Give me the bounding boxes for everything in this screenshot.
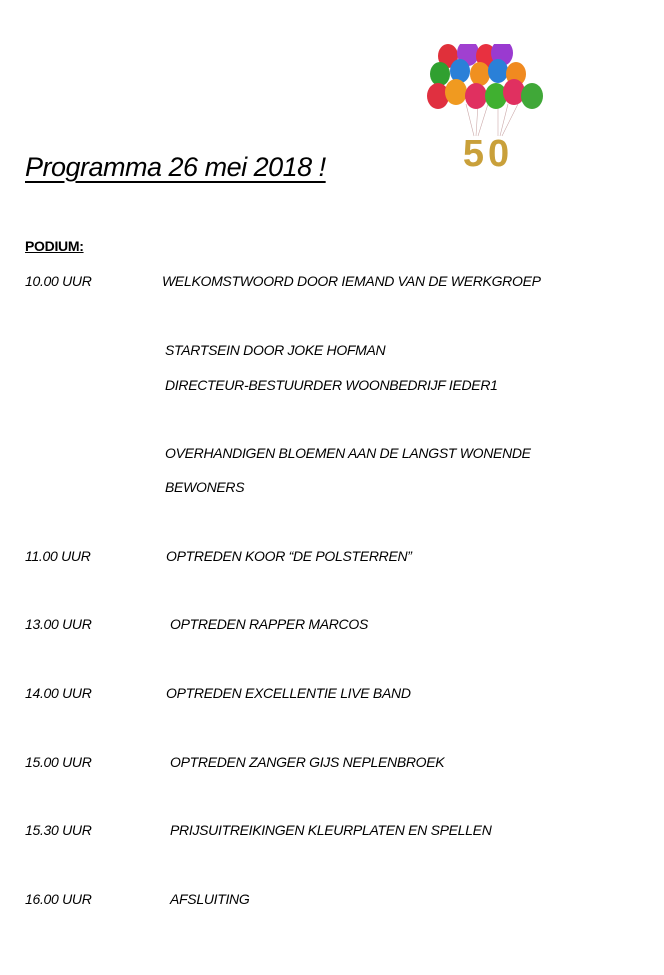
program-time: 15.30 UUR — [25, 822, 92, 838]
program-item: AFSLUITING — [170, 891, 250, 907]
program-time: 15.00 UUR — [25, 754, 92, 770]
program-item: STARTSEIN DOOR JOKE HOFMAN — [165, 342, 386, 358]
section-heading: PODIUM: — [25, 238, 84, 254]
program-item: OPTREDEN EXCELLENTIE LIVE BAND — [166, 685, 411, 701]
program-item: WELKOMSTWOORD DOOR IEMAND VAN DE WERKGROEP — [162, 273, 541, 289]
balloons-50-icon — [426, 44, 550, 170]
program-item: OVERHANDIGEN BLOEMEN AAN DE LANGST WONENDE — [165, 445, 531, 461]
program-item: PRIJSUITREIKINGEN KLEURPLATEN EN SPELLEN — [170, 822, 492, 838]
program-item: DIRECTEUR-BESTUURDER WOONBEDRIJF IEDER1 — [165, 377, 498, 393]
program-time: 14.00 UUR — [25, 685, 92, 701]
program-item: OPTREDEN ZANGER GIJS NEPLENBROEK — [170, 754, 445, 770]
program-item: OPTREDEN RAPPER MARCOS — [170, 616, 368, 632]
program-item: OPTREDEN KOOR “DE POLSTERREN” — [166, 548, 412, 564]
program-time: 13.00 UUR — [25, 616, 92, 632]
program-time: 16.00 UUR — [25, 891, 92, 907]
logo-number: 50 — [462, 133, 514, 170]
page-title: Programma 26 mei 2018 ! — [25, 152, 326, 182]
program-item: BEWONERS — [165, 479, 245, 495]
program-time: 11.00 UUR — [25, 548, 91, 564]
program-time: 10.00 UUR — [25, 273, 92, 289]
